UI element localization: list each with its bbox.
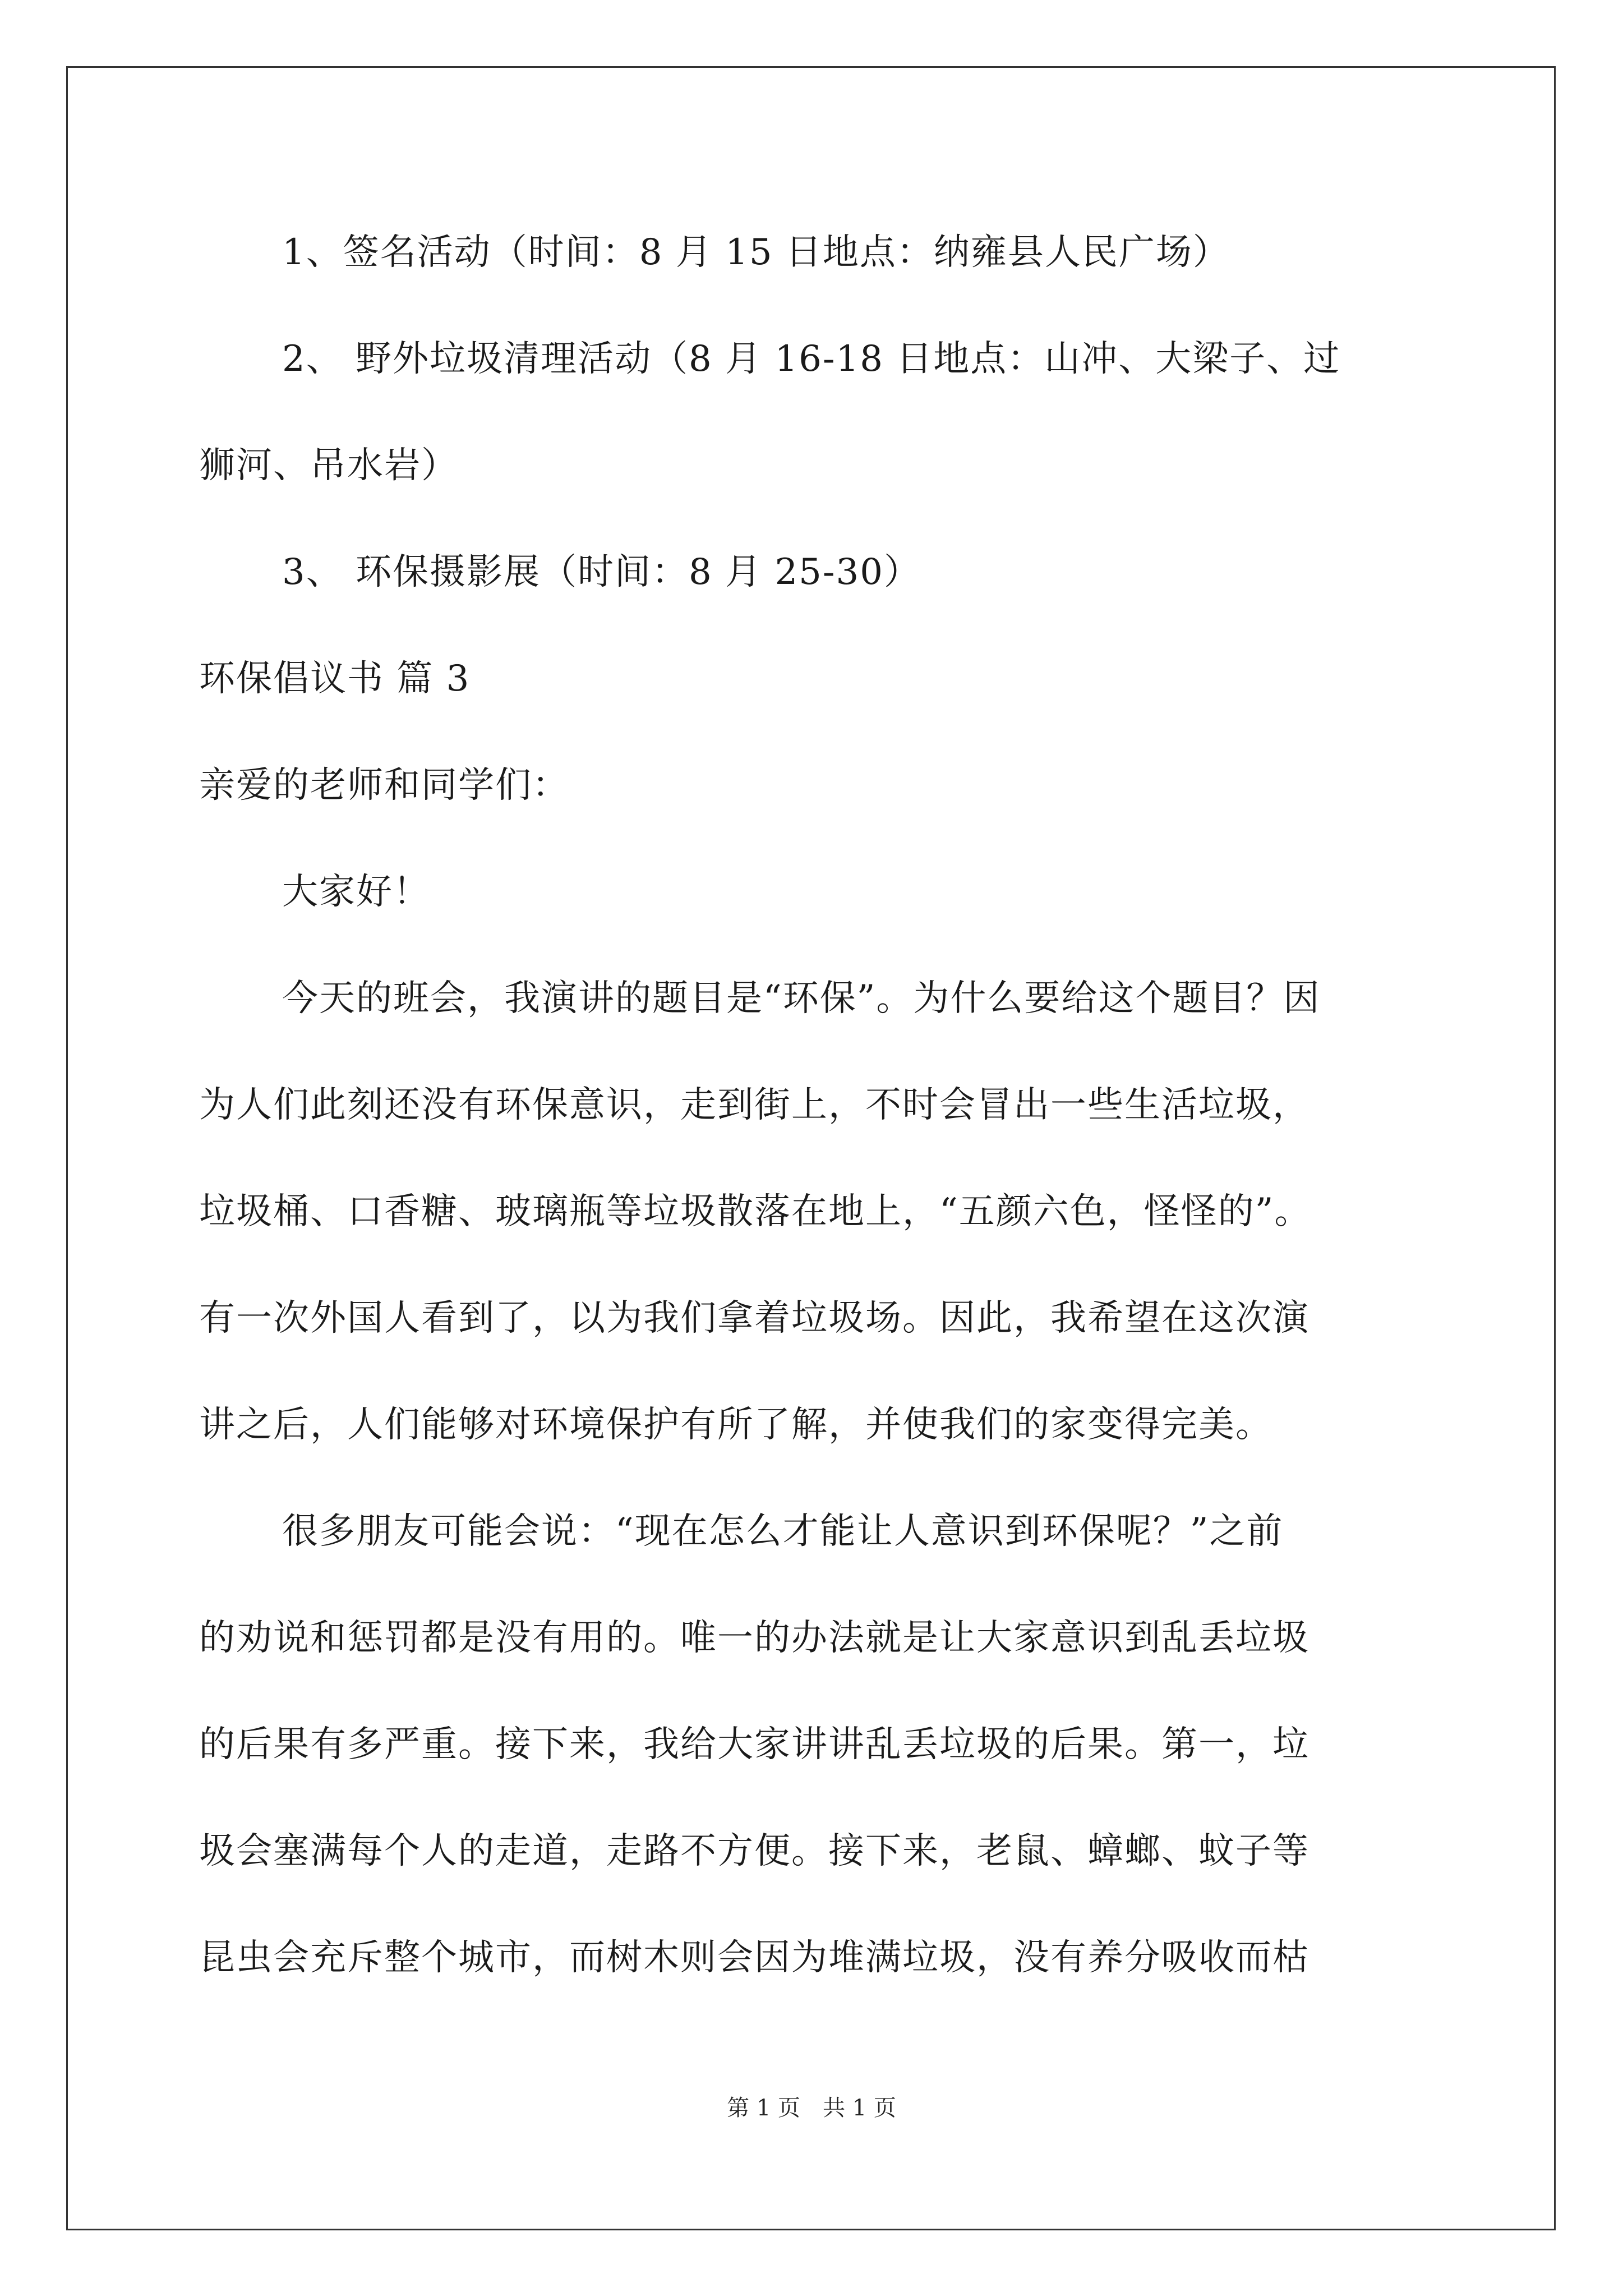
list-item-2: 2、 野外垃圾清理活动（8 月 16-18 日地点：山冲、大梁子、过 xyxy=(282,338,1341,380)
list-item-3: 3、 环保摄影展（时间：8 月 25-30） xyxy=(282,551,921,593)
paragraph-line: 圾会塞满每个人的走道，走路不方便。接下来，老鼠、蟑螂、蚊子等 xyxy=(199,1830,1310,1872)
paragraph-line: 为人们此刻还没有环保意识，走到街上，不时会冒出一些生活垃圾， xyxy=(199,1084,1310,1126)
salutation: 亲爱的老师和同学们： xyxy=(199,765,569,806)
page-footer: 第 1 页 共 1 页 xyxy=(727,2095,896,2121)
paragraph-line: 今天的班会，我演讲的题目是“环保”。为什么要给这个题目？因 xyxy=(282,978,1321,1019)
paragraph-line: 的劝说和惩罚都是没有用的。唯一的办法就是让大家意识到乱丢垃圾 xyxy=(199,1617,1310,1659)
greeting: 大家好！ xyxy=(282,871,430,913)
paragraph-line: 讲之后，人们能够对环境保护有所了解，并使我们的家变得完美。 xyxy=(199,1404,1272,1446)
paragraph-line: 的后果有多严重。接下来，我给大家讲讲乱丢垃圾的后果。第一，垃 xyxy=(199,1724,1310,1765)
document-body xyxy=(199,199,1433,2011)
list-item-2-continued: 狮河、吊水岩） xyxy=(199,445,458,486)
paragraph-line: 垃圾桶、口香糖、玻璃瓶等垃圾散落在地上，“五颜六色，怪怪的”。 xyxy=(199,1191,1312,1232)
paragraph-line: 很多朋友可能会说：“现在怎么才能让人意识到环保呢？”之前 xyxy=(282,1511,1284,1552)
list-item-1: 1、签名活动（时间：8 月 15 日地点：纳雍县人民广场） xyxy=(282,232,1230,273)
paragraph-line: 昆虫会充斥整个城市，而树木则会因为堆满垃圾，没有养分吸收而枯 xyxy=(199,1937,1310,1978)
paragraph-line: 有一次外国人看到了，以为我们拿着垃圾场。因此，我希望在这次演 xyxy=(199,1297,1310,1339)
section-heading: 环保倡议书 篇 3 xyxy=(199,658,471,700)
